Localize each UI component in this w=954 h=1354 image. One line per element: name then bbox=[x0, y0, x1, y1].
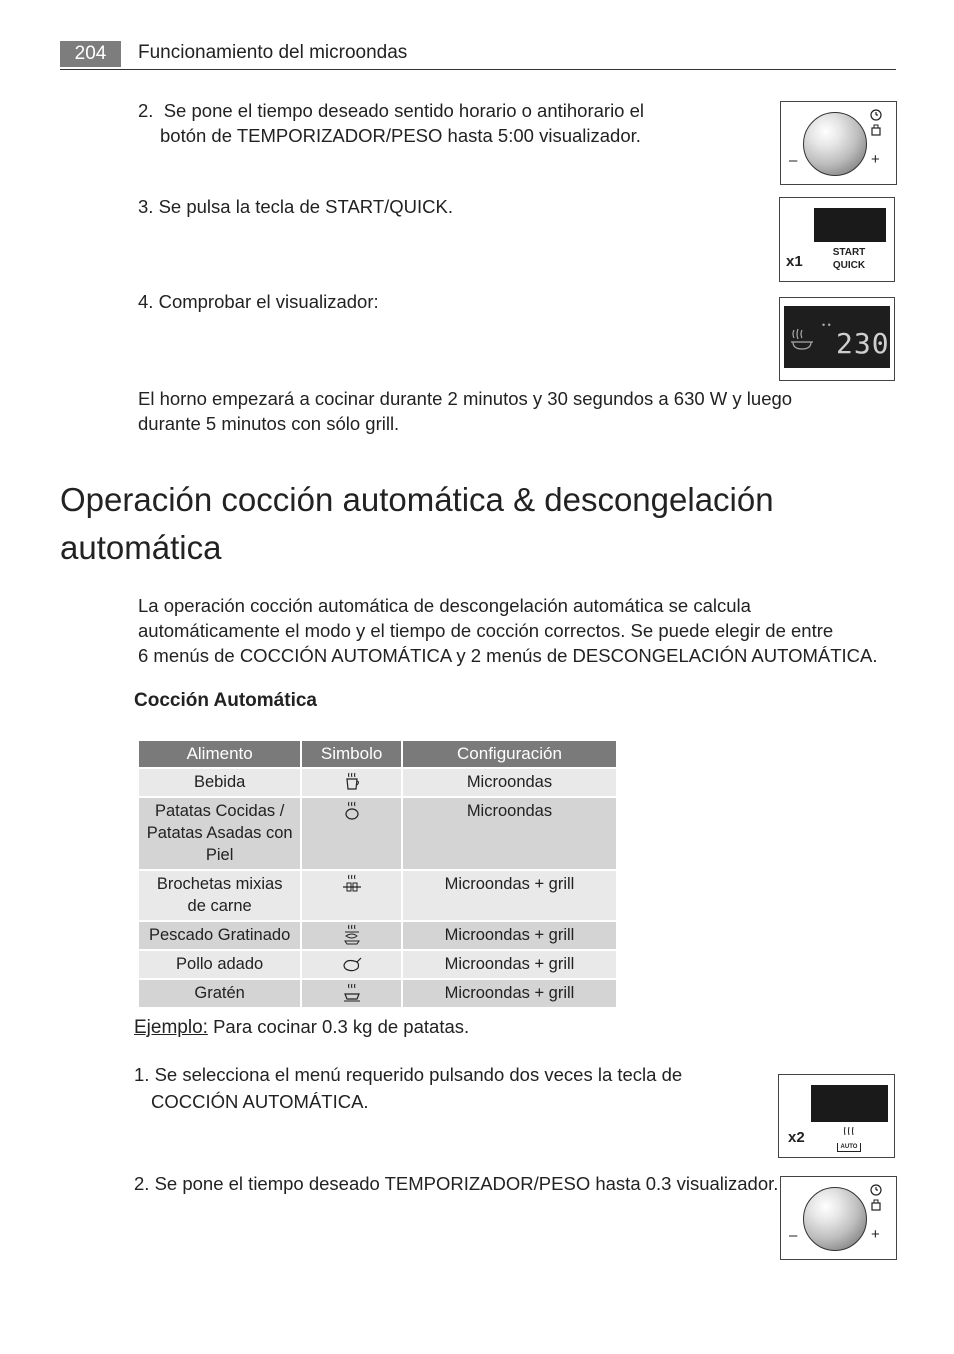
config-cell: Microondas bbox=[403, 798, 616, 869]
intro-paragraph bbox=[138, 593, 898, 668]
header-rule bbox=[60, 69, 896, 70]
step-number: 1. bbox=[134, 1064, 150, 1085]
display-screen bbox=[811, 1085, 888, 1122]
display-figure bbox=[779, 297, 895, 381]
example-label: Ejemplo: bbox=[134, 1017, 208, 1038]
auto-label: AUTO bbox=[837, 1143, 861, 1152]
result-line: El horno empezará a cocinar durante 2 minutos y 30 segundos a 630 W y luego bbox=[138, 388, 793, 409]
beverage-icon bbox=[340, 771, 364, 793]
potato-icon bbox=[340, 800, 364, 822]
food-name: de carne bbox=[187, 897, 252, 915]
table-header-config: Configuración bbox=[403, 741, 616, 767]
food-name: Gratén bbox=[194, 984, 245, 1002]
table-row bbox=[139, 980, 616, 1007]
table-row bbox=[139, 769, 616, 796]
food-name: Pescado Gratinado bbox=[149, 926, 291, 944]
auto-cooking-table bbox=[137, 739, 618, 1009]
step-2-top bbox=[138, 98, 644, 148]
section-title-line: automática bbox=[60, 529, 222, 566]
symbol-cell bbox=[302, 951, 401, 978]
gratin-icon bbox=[340, 982, 364, 1004]
section-title bbox=[60, 476, 910, 572]
symbol-cell bbox=[302, 769, 401, 796]
fish-gratin-icon bbox=[340, 924, 364, 946]
skewer-icon bbox=[340, 873, 364, 895]
intro-line: automáticamente el modo y el tiempo de cocción correctos. Se puede elegir de entre bbox=[138, 620, 834, 641]
start-quick-figure bbox=[779, 197, 895, 282]
table-row bbox=[139, 871, 616, 920]
food-name: Patatas Asadas con Piel bbox=[146, 824, 293, 864]
food-name: Brochetas mixias bbox=[156, 875, 283, 893]
config-cell: Microondas + grill bbox=[403, 922, 616, 949]
intro-line: La operación cocción automática de descongelación automática se calcula bbox=[138, 595, 751, 616]
running-title: Funcionamiento del microondas bbox=[138, 42, 408, 63]
page-number: 204 bbox=[60, 41, 121, 67]
food-cell bbox=[139, 980, 300, 1007]
press-count: x1 bbox=[786, 253, 803, 270]
symbol-cell bbox=[302, 980, 401, 1007]
food-cell bbox=[139, 798, 300, 869]
auto-button bbox=[837, 1125, 861, 1152]
intro-line: 6 menús de COCCIÓN AUTOMÁTICA y 2 menús de DESCONGELACIÓN AUTOMÁTICA. bbox=[138, 645, 878, 666]
start-quick-button bbox=[826, 246, 872, 272]
quick-label: QUICK bbox=[832, 260, 866, 271]
minus-label: – bbox=[789, 152, 798, 169]
lcd-display bbox=[784, 306, 890, 368]
step-number: 2. bbox=[134, 1173, 150, 1194]
food-name: Bebida bbox=[193, 773, 246, 791]
steam-icon bbox=[839, 1126, 859, 1138]
step-text: Comprobar el visualizador: bbox=[158, 291, 379, 312]
example-line bbox=[134, 1014, 469, 1040]
auto-cooking-figure bbox=[778, 1074, 895, 1158]
indicator-dots: • • bbox=[822, 320, 831, 330]
press-count: x2 bbox=[788, 1129, 805, 1146]
config-cell: Microondas bbox=[403, 769, 616, 796]
food-cell bbox=[139, 951, 300, 978]
timer-weight-knob bbox=[803, 1187, 867, 1251]
food-name: Patatas Cocidas / bbox=[154, 802, 285, 820]
food-name: Pollo adado bbox=[176, 955, 264, 973]
chicken-icon bbox=[340, 953, 364, 975]
table-row bbox=[139, 798, 616, 869]
step-number: 2. bbox=[138, 100, 154, 121]
symbol-cell bbox=[302, 871, 401, 920]
clock-weight-icon bbox=[869, 1183, 883, 1213]
config-cell: Microondas + grill bbox=[403, 951, 616, 978]
clock-weight-icon bbox=[869, 108, 883, 138]
example-text: Para cocinar 0.3 kg de patatas. bbox=[213, 1016, 470, 1037]
step-text: COCCIÓN AUTOMÁTICA. bbox=[151, 1091, 369, 1112]
step-4 bbox=[138, 289, 379, 314]
config-cell: Microondas + grill bbox=[403, 980, 616, 1007]
step-text: Se pone el tiempo deseado TEMPORIZADOR/PESO hasta 0.3 visualizador. bbox=[154, 1173, 779, 1194]
result-line: durante 5 minutos con sólo grill. bbox=[138, 413, 400, 434]
config-cell: Microondas + grill bbox=[403, 871, 616, 920]
section-title-line: Operación cocción automática & descongelación bbox=[60, 481, 774, 518]
minus-label: – bbox=[789, 1227, 798, 1244]
step-number: 3. bbox=[138, 196, 154, 217]
timer-weight-knob-figure bbox=[780, 1176, 897, 1260]
step-text: Se selecciona el menú requerido pulsando dos veces la tecla de bbox=[154, 1064, 683, 1085]
symbol-cell bbox=[302, 798, 401, 869]
plus-label: + bbox=[871, 151, 880, 168]
food-cell bbox=[139, 871, 300, 920]
step-text: Se pone el tiempo deseado sentido horario o antihorario el bbox=[163, 100, 645, 121]
display-digits: 230 bbox=[836, 327, 890, 360]
microwave-grill-icon bbox=[790, 326, 816, 352]
plus-label: + bbox=[871, 1226, 880, 1243]
symbol-cell bbox=[302, 922, 401, 949]
table-header-food: Alimento bbox=[139, 741, 300, 767]
step-text: Se pulsa la tecla de START/QUICK. bbox=[158, 196, 453, 217]
table-row bbox=[139, 951, 616, 978]
display-screen bbox=[814, 208, 886, 242]
subheading: Cocción Automática bbox=[134, 690, 317, 711]
step-number: 4. bbox=[138, 291, 154, 312]
step-2-bottom bbox=[134, 1171, 778, 1196]
step-text: botón de TEMPORIZADOR/PESO hasta 5:00 visualizador. bbox=[160, 125, 641, 146]
result-paragraph bbox=[138, 386, 898, 436]
step-3 bbox=[138, 194, 453, 219]
step-1-bottom bbox=[134, 1062, 682, 1114]
table-row bbox=[139, 922, 616, 949]
food-cell bbox=[139, 922, 300, 949]
start-label: START bbox=[832, 247, 866, 258]
timer-weight-knob bbox=[803, 112, 867, 176]
table-header-symbol: Simbolo bbox=[302, 741, 401, 767]
timer-weight-knob-figure bbox=[780, 101, 897, 185]
food-cell bbox=[139, 769, 300, 796]
